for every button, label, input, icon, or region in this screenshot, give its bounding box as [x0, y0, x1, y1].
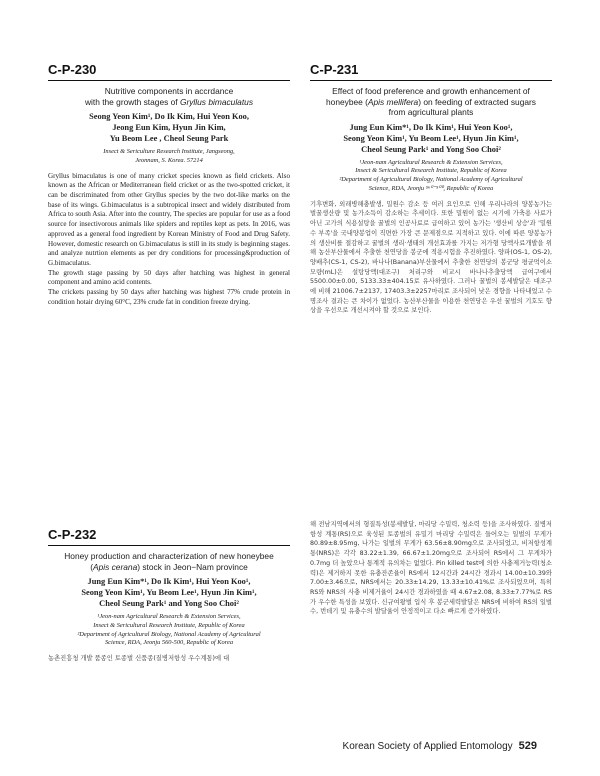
society-name: Korean Society of Applied Entomology: [342, 741, 513, 752]
author-list: Jung Eun Kim*¹, Do Ik Kim¹, Hui Yeon Koo¹, Seong Yeon Kim¹, Yu Beom Lee¹, Hyun Jin Kim¹, Cheol Seung Park¹ and Yong Soo Choi²: [343, 122, 519, 154]
page-footer: [343, 740, 537, 752]
author-list: Seong Yeon Kim¹, Do Ik Kim, Hui Yeon Koo, Jeong Eun Kim, Hyun Jin Kim, Yu Beom Lee , Cheol Seung Park: [89, 112, 249, 143]
species-name: Gryllus bimaculatus: [179, 96, 254, 107]
abstract-body: 농촌진흥청 개발 품종인 토종벌 신품종(질병저항성 우수계통)에 대: [48, 655, 230, 663]
abstract-code: C-P-230: [48, 62, 290, 81]
page-number: 529: [518, 740, 537, 752]
abstract-title: Honey production and characterization of new honeybee (Apis cerana) stock in Jeon−Nam province: [64, 551, 274, 572]
abstract-c-p-232: [48, 527, 290, 664]
abstract-title: Effect of food preference and growth enhancement of honeybee (Apis mellifera) on feeding of extracted sugars from agricultural plants: [326, 86, 536, 117]
abstract-code: C-P-232: [48, 527, 290, 546]
abstract-code: C-P-231: [310, 62, 552, 81]
abstract-c-p-230: [48, 62, 290, 307]
abstract-title: Nutritive components in accrdance with the growth stages of Gryllus bimaculatus: [84, 86, 254, 107]
abstract-body: 기후변화, 외래병해충발생, 밀원수 감소 등 여러 요인으로 인해 우리나라의 양봉농가는 벌꿀생산량 및 농가소득이 감소하는 추세이다. 또한 밀원이 없는 시기에 가축용 사료가 아닌 고가의 식용설탕을 꿀벌의 인공사료로 급여하고 있어 농가는 '생산비 상승'과 '밀원수 부족'을 국내양봉업이 직면한 가장 큰 문제점으로 지적하고 있다. 이에 따른 양봉농가의 생산비를 절감하고 꿀벌의 생리·생태의 개선효과를 가지는 저가형 당액사료개발을 위해 농산부산물에서 추출한 천연당을 봉군에 적용시험을 추진하였다. 양파(OS-1, OS-2), 양배추(CS-1, CS-2), 바나나(Banana)부산물에서 추출한 천연당의 봉군당 평균먹이소모량(mL)은 설탕당액(대조구) 처리구와 비교시 바나나추출당액 급여구에서 5500.00±0.00, 5133.33±404.15로 유사하였다. 그러나 꿀벌의 봉세발달은 대조구에 비해 21006.7±2137, 17403.3±2257마리로 조사되어 낮은 경향을 나타내었고 수명조사 결과는 큰 차이가 없었다. 농산부산물을 이용한 천연당은 우선 꿀벌의 기호도 향상을 우선으로 개선시켜야 할 것으로 보인다.: [310, 200, 552, 315]
affiliation: ¹Jeon-nam Agricultural Research & Extension Services, Insect & Sericultural Research Institute, Republic of Korea ²Department of Agricultural Biology, National Academy of Agricultural Science, RDA, Jeonju ⁵⁶⁰⁻⁵⁰⁰, Republic of Korea: [339, 158, 523, 192]
abstract-body-continued: 해 전남지역에서의 형질특성(봉세발달, 마리당 수밀력, 청소력 등)을 조사하였다. 질병저항성 계통(RS)으로 육성된 토종벌의 유밀기 마리당 수밀력은 들어오는 일벌의 무게가 80.89±8.95mg, 나가는 일벌의 무게가 63.56±8.90mg으로 조사되었고, 비저항성계통(NRS)은 각각 83.22±1.39, 66.67±1.20mg으로 조사되어 RS에서 그 무게차가 0.7mg 더 높았으나 통계적 유의차는 없었다. Pin killed test에 의한 사충제거능력(청소력)은 제거하지 못한 유충잔존율이 RS에서 12시간과 24시간 경과시 14.00±10.39와 7.00±3.46으로, NRS에서는 20.33±14.29, 13.33±10.41%로 조사되었으며, 특히 RS와 NRS의 사충 비제거율이 24시간 경과하였을 때 4.67±2.08, 8.33±7.77%로 RS가 우수한 특성을 보였다. 신규여왕벌 입식 후 봉군세력발달은 NRS에 비하여 RS의 일벌수, 번데기 및 유충수의 발달율이 안정적이고 다소 빠르게 증가하였다.: [310, 521, 552, 616]
author-list: Jung Eun Kim*¹, Do Ik Kim¹, Hui Yeon Koo¹, Seong Yeon Kim¹, Yu Beom Lee¹, Hyun Jin Kim¹, Cheol Seung Park¹ and Yong Soo Choi²: [81, 577, 257, 608]
abstract-c-p-231: [310, 62, 552, 316]
species-name: Apis mellifera: [367, 96, 419, 107]
abstract-body: Gryllus bimaculatus is one of many cricket species known as field crickets. Also known as the African or Mediterranean field cricket or as the two-spotted cricket, it can be discriminated from other Gryllus species by the two dot-like marks on the base of its wings. G.bimaculatus is a subtropical insect and widely distributed from Africa to south Asia. After into the country, The species are popular for use as a food source for insectivorous animals like spiders and reptiles kept as pets. In 2016, was approved as a general food ingredient by Korean Ministry of Food and Drug Safety. However, domestic research on G.bimaculatus is still in its study is beginning stages. and analyze nutrtion elements as per dry conditions for processing&production of G.bimaculatus. The growth stage passing by 50 days after hatching was highest in general component and amino acid contents. The crickets passing by 50 days after hatching was highest 77% crude protein in condition hotair drying 60°C, 23% crude fat in condition freeze drying.: [48, 171, 290, 306]
affiliation: ¹Jeon-nam Agricultural Research & Extension Services, Insect & Sericultural Research Institute, Republic of Korea ²Department of Agricultural Biology, National Academy of Agricultural Science, RDA, Jeonju 560-500, Republic of Korea: [77, 613, 261, 647]
affiliation: Insect & Sericulture Research Institute, Jangseong, Jeonnam, S. Korea. 57214: [103, 148, 235, 164]
species-name: Apis cerana: [93, 561, 138, 572]
